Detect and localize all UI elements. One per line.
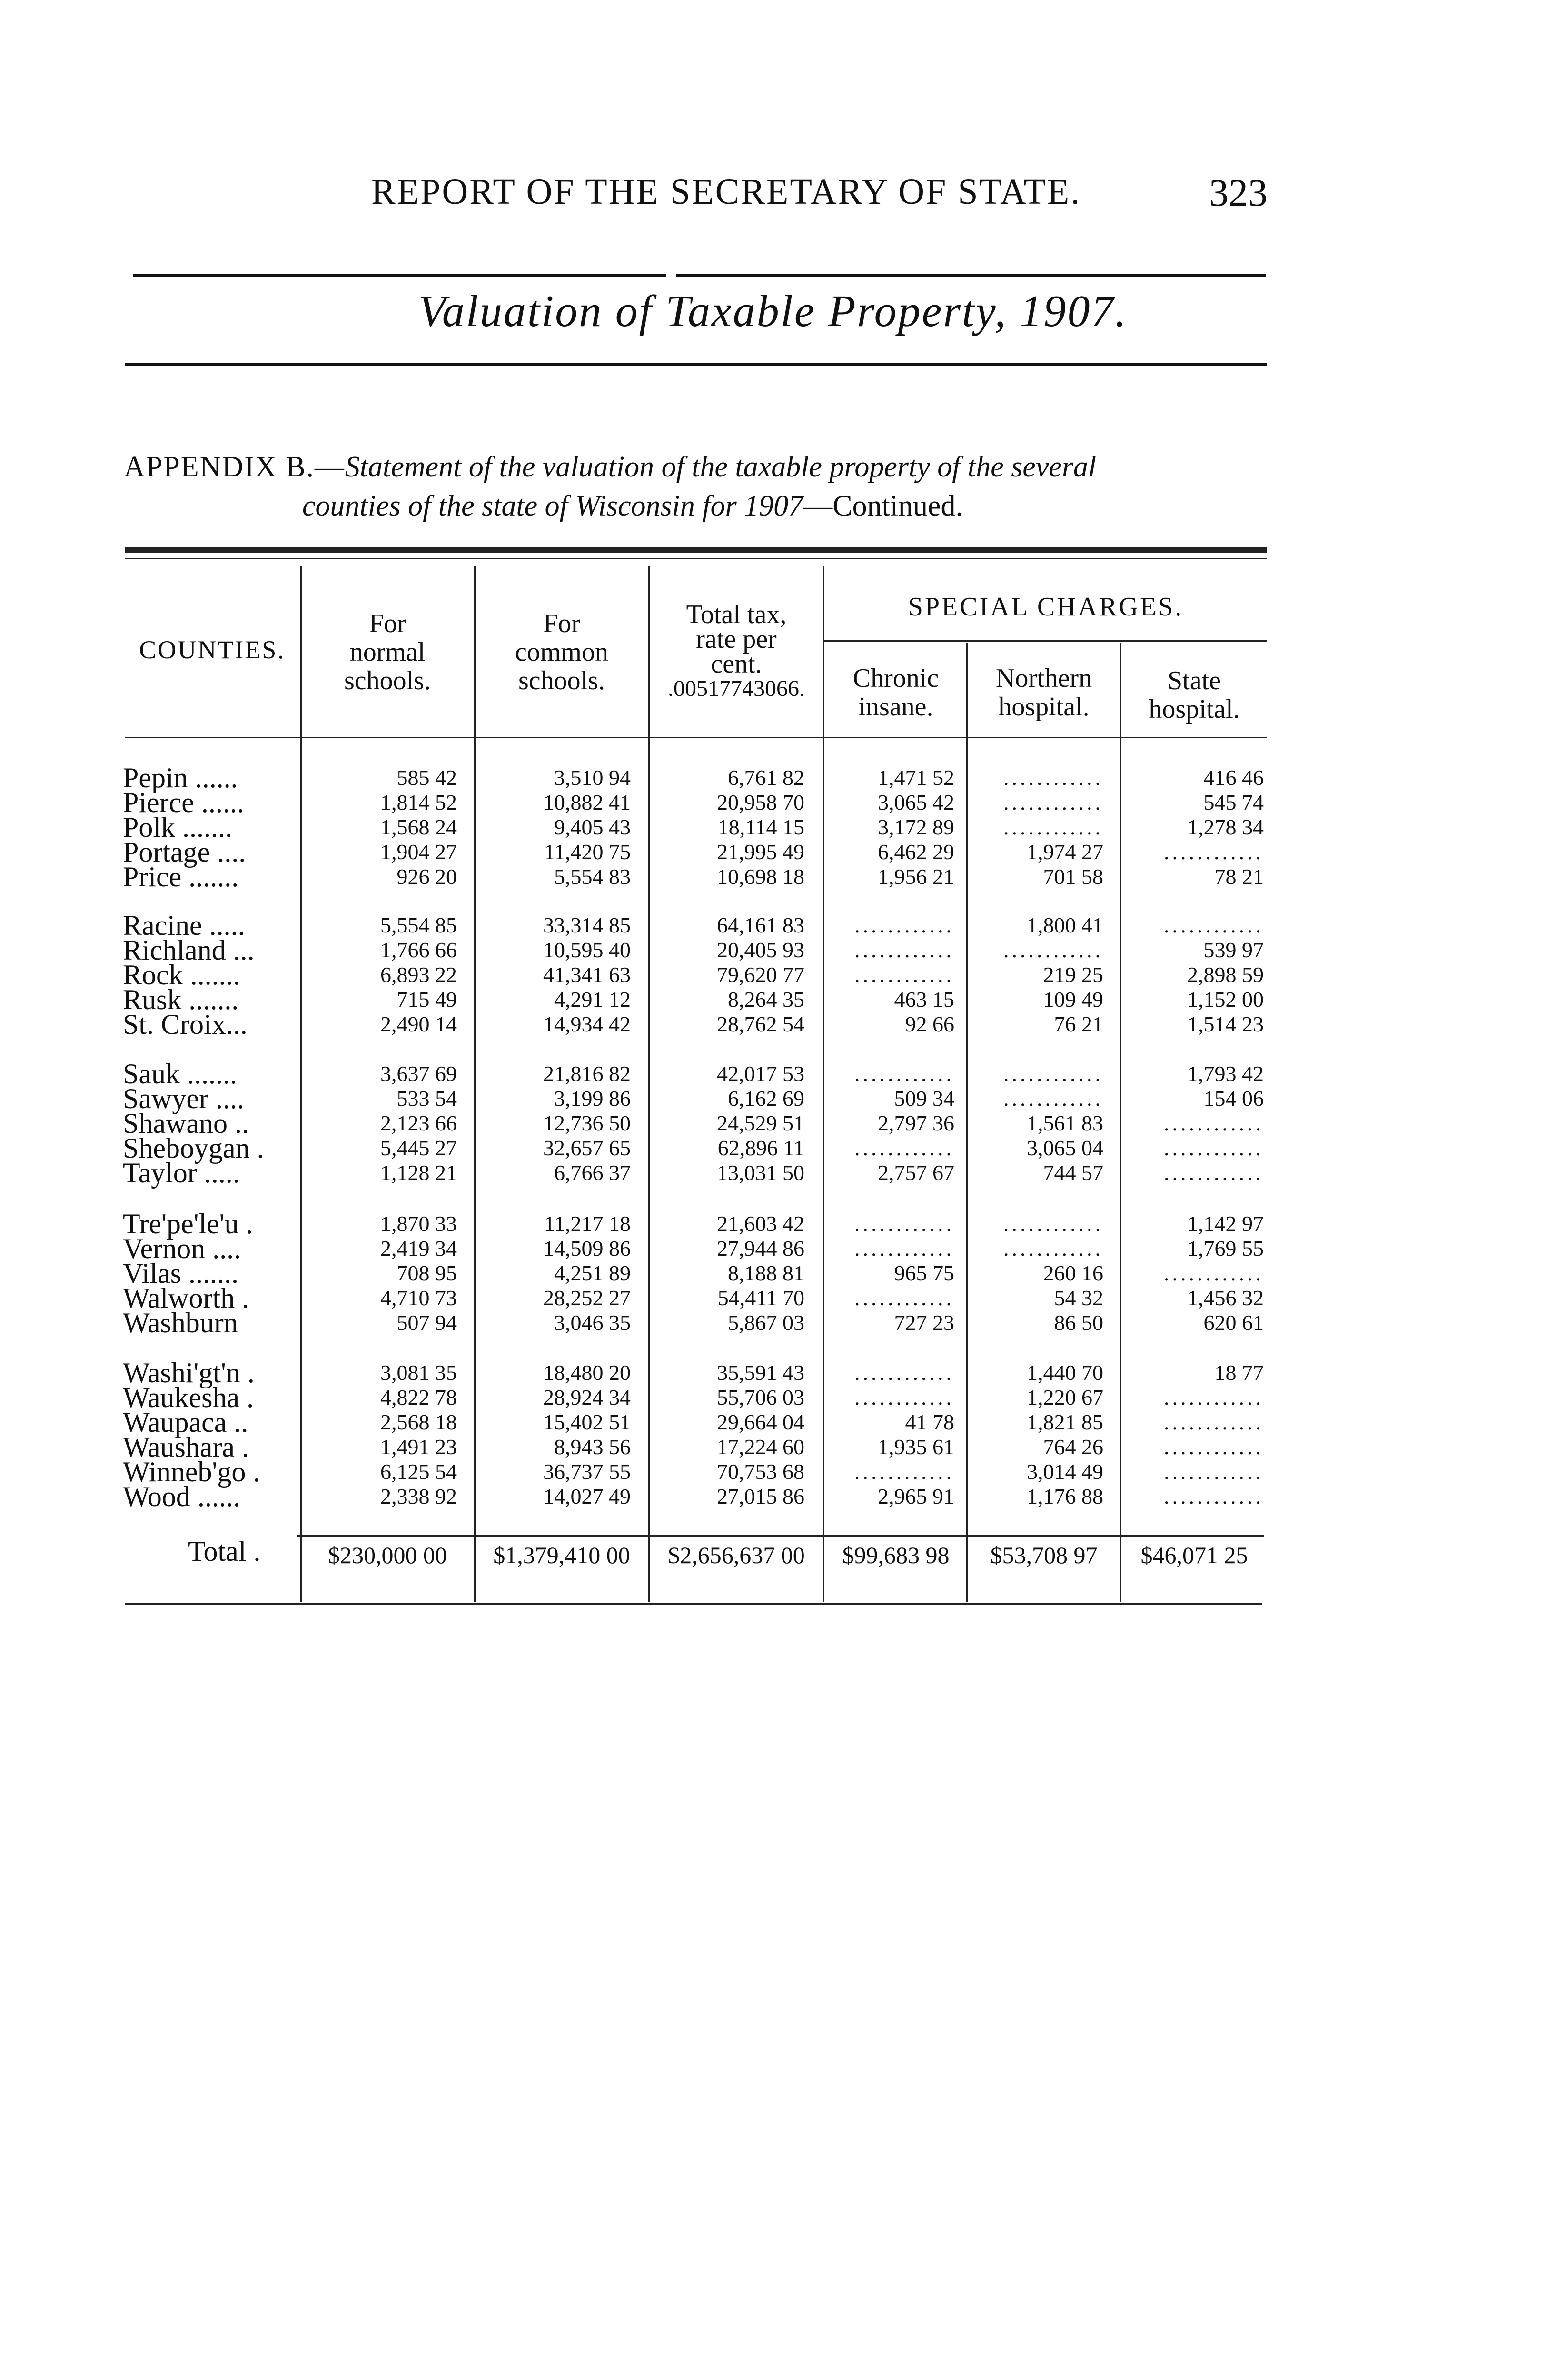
cell-chronic-insane: ............	[854, 1360, 954, 1385]
cell-total-tax: 54,411 70	[717, 1286, 804, 1310]
county-name: Price .......	[123, 861, 239, 892]
county-name: Pepin ......	[123, 762, 238, 793]
header-normal-l3: schools.	[344, 666, 431, 695]
header-state-l2: hospital.	[1149, 694, 1240, 724]
special-charges-rule	[823, 640, 1267, 642]
cell-total-tax: 21,603 42	[717, 1211, 804, 1236]
county-name: Tre'pe'le'u .	[123, 1208, 253, 1240]
cell-state-hospital: 1,514 23	[1187, 1012, 1264, 1036]
cell-northern-hospital: 1,176 88	[1027, 1484, 1103, 1508]
cell-state-hospital: 1,278 34	[1187, 815, 1264, 839]
county-name: Waushara .	[123, 1431, 249, 1463]
cell-chronic-insane: ............	[854, 938, 954, 962]
cell-common-schools: 32,657 65	[543, 1136, 631, 1160]
cell-normal-schools: 585 42	[396, 765, 457, 790]
cell-state-hospital: 18 77	[1214, 1360, 1264, 1385]
cell-chronic-insane: ............	[854, 913, 954, 937]
county-name: Polk .......	[123, 812, 233, 843]
cell-normal-schools: 1,870 33	[380, 1211, 457, 1236]
cell-normal-schools: 1,766 66	[380, 938, 457, 962]
cell-normal-schools: 1,128 21	[380, 1160, 457, 1185]
cell-northern-hospital: ............	[1003, 765, 1103, 790]
header-total-tax	[650, 602, 823, 701]
header-chronic-l1: Chronic	[852, 664, 939, 693]
page-title: Valuation of Taxable Property, 1907.	[418, 287, 1128, 336]
header-counties-label: COUNTIES.	[139, 635, 286, 664]
header-normal-schools	[302, 609, 473, 695]
cell-total-tax: 62,896 11	[717, 1136, 804, 1160]
header-northern-l2: hospital.	[998, 692, 1090, 722]
county-name: Rock .......	[123, 959, 240, 991]
appendix-caption	[124, 447, 1276, 526]
cell-total-tax: 29,664 04	[717, 1410, 804, 1434]
total-total-tax: $2,656,637 00	[668, 1542, 805, 1568]
cell-northern-hospital: 3,065 04	[1027, 1136, 1103, 1160]
cell-state-hospital: 1,793 42	[1187, 1061, 1264, 1086]
cell-chronic-insane: 965 75	[894, 1261, 954, 1285]
cell-total-tax: 6,162 69	[728, 1086, 804, 1111]
title-bottom-rule	[125, 363, 1267, 366]
county-name: Vernon ....	[123, 1233, 241, 1264]
col-rule-3	[648, 566, 650, 1602]
cell-common-schools: 3,046 35	[554, 1310, 631, 1335]
county-name: St. Croix...	[123, 1009, 248, 1040]
header-common-l3: schools.	[518, 666, 605, 695]
cell-total-tax: 20,958 70	[717, 790, 804, 814]
cell-northern-hospital: 1,974 27	[1027, 840, 1103, 864]
cell-normal-schools: 1,904 27	[380, 840, 457, 864]
cell-total-tax: 20,405 93	[717, 938, 804, 962]
cell-total-tax: 24,529 51	[717, 1111, 804, 1135]
appendix-caption-line2-italic: counties of the state of Wisconsin for 1907	[302, 490, 803, 522]
col-rule-6	[1120, 643, 1121, 1602]
cell-total-tax: 27,944 86	[717, 1236, 804, 1260]
cell-common-schools: 3,199 86	[554, 1086, 631, 1111]
cell-normal-schools: 2,123 66	[380, 1111, 457, 1135]
total-label: Total .	[188, 1536, 261, 1567]
cell-common-schools: 4,291 12	[554, 987, 631, 1012]
cell-northern-hospital: 3,014 49	[1027, 1459, 1103, 1484]
cell-chronic-insane: ............	[854, 1459, 954, 1484]
cell-state-hospital: ............	[1164, 1261, 1264, 1285]
cell-normal-schools: 507 94	[396, 1310, 457, 1335]
cell-common-schools: 15,402 51	[543, 1410, 631, 1434]
appendix-caption-line2	[124, 486, 1276, 526]
cell-total-tax: 64,161 83	[717, 913, 804, 937]
county-name: Washi'gt'n .	[123, 1357, 255, 1388]
header-chronic-insane	[825, 664, 966, 721]
cell-common-schools: 6,766 37	[554, 1160, 631, 1185]
total-northern: $53,708 97	[990, 1542, 1098, 1568]
appendix-lead: APPENDIX B.—	[124, 451, 345, 483]
cell-state-hospital: 154 06	[1203, 1086, 1264, 1111]
cell-state-hospital: 1,152 00	[1187, 987, 1264, 1012]
county-name: Walworth .	[123, 1282, 249, 1314]
cell-chronic-insane: 2,965 91	[878, 1484, 954, 1508]
cell-state-hospital: 620 61	[1203, 1310, 1264, 1335]
cell-common-schools: 28,924 34	[543, 1385, 631, 1409]
cell-chronic-insane: 6,462 29	[878, 840, 954, 864]
cell-chronic-insane: ............	[854, 1061, 954, 1086]
cell-chronic-insane: 1,935 61	[878, 1435, 954, 1459]
cell-normal-schools: 4,822 78	[380, 1385, 457, 1409]
cell-normal-schools: 3,081 35	[380, 1360, 457, 1385]
total-normal: $230,000 00	[328, 1542, 447, 1568]
header-common-l2: common	[515, 637, 608, 667]
cell-chronic-insane: 1,956 21	[878, 864, 954, 889]
cell-state-hospital: ............	[1164, 1459, 1264, 1484]
cell-northern-hospital: 1,220 67	[1027, 1385, 1103, 1409]
cell-common-schools: 18,480 20	[543, 1360, 631, 1385]
cell-normal-schools: 5,445 27	[380, 1136, 457, 1160]
header-total-l3: cent.	[711, 649, 762, 679]
header-bottom-rule	[125, 737, 1267, 738]
cell-chronic-insane: ............	[854, 1136, 954, 1160]
top-rule-right	[676, 274, 1266, 277]
header-normal-l2: normal	[349, 637, 426, 667]
cell-state-hospital: ............	[1164, 1111, 1264, 1135]
cell-normal-schools: 6,125 54	[380, 1459, 457, 1484]
cell-state-hospital: 545 74	[1203, 790, 1264, 814]
cell-total-tax: 6,761 82	[728, 765, 804, 790]
county-name: Portage ....	[123, 836, 246, 868]
cell-normal-schools: 2,419 34	[380, 1236, 457, 1260]
page-number: 323	[1209, 171, 1268, 214]
cell-common-schools: 8,943 56	[554, 1435, 631, 1459]
cell-common-schools: 12,736 50	[543, 1111, 631, 1135]
cell-normal-schools: 533 54	[396, 1086, 457, 1111]
cell-common-schools: 14,934 42	[543, 1012, 631, 1036]
cell-normal-schools: 2,568 18	[380, 1410, 457, 1434]
cell-chronic-insane: 509 34	[894, 1086, 954, 1111]
cell-normal-schools: 1,491 23	[380, 1435, 457, 1459]
col-rule-2	[474, 566, 476, 1602]
cell-normal-schools: 2,490 14	[380, 1012, 457, 1036]
cell-total-tax: 8,188 81	[728, 1261, 804, 1285]
running-head	[371, 171, 1081, 213]
header-northern-hospital	[968, 664, 1120, 721]
cell-common-schools: 9,405 43	[554, 815, 631, 839]
cell-common-schools: 14,509 86	[543, 1236, 631, 1260]
county-name: Rusk .......	[123, 984, 239, 1015]
county-name: Sheboygan .	[123, 1132, 264, 1164]
cell-northern-hospital: ............	[1003, 1211, 1103, 1236]
county-name: Winneb'go .	[123, 1456, 260, 1488]
cell-chronic-insane: ............	[854, 962, 954, 987]
header-total-l2: rate per	[696, 625, 777, 654]
cell-common-schools: 10,882 41	[543, 790, 631, 814]
table-bottom-rule	[125, 1603, 1262, 1605]
county-name: Pierce ......	[123, 787, 244, 818]
county-name: Richland ...	[123, 934, 255, 966]
total-state: $46,071 25	[1140, 1542, 1248, 1568]
cell-northern-hospital: 1,440 70	[1027, 1360, 1103, 1385]
cell-total-tax: 35,591 43	[717, 1360, 804, 1385]
cell-common-schools: 28,252 27	[543, 1286, 631, 1310]
cell-common-schools: 10,595 40	[543, 938, 631, 962]
cell-common-schools: 4,251 89	[554, 1261, 631, 1285]
cell-chronic-insane: 2,757 67	[878, 1160, 954, 1185]
appendix-caption-tail: —Continued.	[803, 490, 963, 522]
cell-normal-schools: 5,554 85	[380, 913, 457, 937]
cell-northern-hospital: 260 16	[1043, 1261, 1103, 1285]
county-name: Vilas .......	[123, 1258, 239, 1289]
cell-chronic-insane: 1,471 52	[878, 765, 954, 790]
col-rule-1	[300, 566, 302, 1602]
total-common: $1,379,410 00	[493, 1542, 630, 1568]
cell-normal-schools: 4,710 73	[380, 1286, 457, 1310]
county-name: Sawyer ....	[123, 1083, 244, 1114]
cell-total-tax: 13,031 50	[717, 1160, 804, 1185]
header-northern-l1: Northern	[995, 664, 1092, 693]
cell-state-hospital: 416 46	[1203, 765, 1264, 790]
cell-state-hospital: ............	[1164, 1435, 1264, 1459]
cell-common-schools: 3,510 94	[554, 765, 631, 790]
total-chronic: $99,683 98	[842, 1542, 950, 1568]
cell-normal-schools: 1,814 52	[380, 790, 457, 814]
cell-common-schools: 11,420 75	[544, 840, 631, 864]
header-total-l1: Total tax,	[686, 600, 787, 629]
cell-state-hospital: 1,456 32	[1187, 1286, 1264, 1310]
cell-state-hospital: 1,769 55	[1187, 1236, 1264, 1260]
cell-northern-hospital: 764 26	[1043, 1435, 1103, 1459]
header-state-l1: State	[1168, 666, 1221, 695]
header-normal-l1: For	[369, 609, 406, 638]
cell-northern-hospital: 219 25	[1043, 962, 1103, 987]
county-name: Sauk .......	[123, 1058, 237, 1090]
cell-chronic-insane: ............	[854, 1385, 954, 1409]
table-top-rule-thick	[125, 547, 1267, 553]
county-name: Racine .....	[123, 910, 245, 941]
cell-state-hospital: ............	[1164, 913, 1264, 937]
cell-northern-hospital: 701 58	[1043, 864, 1103, 889]
cell-state-hospital: 2,898 59	[1187, 962, 1264, 987]
cell-northern-hospital: ............	[1003, 1086, 1103, 1111]
table-top-rule-thin	[125, 558, 1267, 559]
county-name: Wood ......	[123, 1481, 240, 1512]
cell-state-hospital: 78 21	[1214, 864, 1264, 889]
cell-normal-schools: 926 20	[396, 864, 457, 889]
cell-chronic-insane: 41 78	[905, 1410, 954, 1434]
cell-normal-schools: 708 95	[396, 1261, 457, 1285]
cell-common-schools: 14,027 49	[543, 1484, 631, 1508]
cell-chronic-insane: 92 66	[905, 1012, 954, 1036]
cell-northern-hospital: ............	[1003, 1061, 1103, 1086]
header-total-l4: .00517743066.	[668, 676, 805, 701]
cell-common-schools: 21,816 82	[543, 1061, 631, 1086]
cell-northern-hospital: ............	[1003, 938, 1103, 962]
county-name: Shawano ..	[123, 1108, 249, 1139]
header-special-charges	[824, 593, 1267, 621]
cell-total-tax: 42,017 53	[717, 1061, 804, 1086]
cell-chronic-insane: 2,797 36	[878, 1111, 954, 1135]
cell-total-tax: 18,114 15	[717, 815, 804, 839]
header-counties	[125, 635, 300, 664]
county-name: Waukesha .	[123, 1382, 254, 1413]
cell-normal-schools: 1,568 24	[380, 815, 457, 839]
cell-northern-hospital: 86 50	[1054, 1310, 1103, 1335]
cell-total-tax: 79,620 77	[717, 962, 804, 987]
running-head-text: REPORT OF THE SECRETARY OF STATE.	[371, 172, 1081, 212]
cell-state-hospital: ............	[1164, 1410, 1264, 1434]
cell-common-schools: 33,314 85	[543, 913, 631, 937]
cell-normal-schools: 715 49	[396, 987, 457, 1012]
cell-state-hospital: 539 97	[1203, 938, 1264, 962]
header-chronic-l2: insane.	[858, 692, 933, 722]
cell-northern-hospital: 76 21	[1054, 1012, 1103, 1036]
cell-northern-hospital: 1,561 83	[1027, 1111, 1103, 1135]
cell-normal-schools: 2,338 92	[380, 1484, 457, 1508]
cell-normal-schools: 6,893 22	[380, 962, 457, 987]
top-rule-left	[133, 274, 666, 277]
county-name: Washburn	[123, 1307, 238, 1339]
cell-total-tax: 70,753 68	[717, 1459, 804, 1484]
cell-total-tax: 10,698 18	[717, 864, 804, 889]
cell-northern-hospital: ............	[1003, 815, 1103, 839]
cell-common-schools: 11,217 18	[544, 1211, 631, 1236]
cell-chronic-insane: ............	[854, 1286, 954, 1310]
cell-chronic-insane: ............	[854, 1211, 954, 1236]
header-state-hospital	[1121, 666, 1267, 724]
cell-common-schools: 5,554 83	[554, 864, 631, 889]
cell-total-tax: 17,224 60	[717, 1435, 804, 1459]
cell-northern-hospital: 1,821 85	[1027, 1410, 1103, 1434]
header-common-l1: For	[543, 609, 580, 638]
cell-state-hospital: ............	[1164, 1136, 1264, 1160]
cell-northern-hospital: ............	[1003, 1236, 1103, 1260]
cell-total-tax: 28,762 54	[717, 1012, 804, 1036]
cell-total-tax: 5,867 03	[728, 1310, 804, 1335]
cell-common-schools: 36,737 55	[543, 1459, 631, 1484]
cell-northern-hospital: ............	[1003, 790, 1103, 814]
cell-chronic-insane: 3,172 89	[878, 815, 954, 839]
cell-chronic-insane: ............	[854, 1236, 954, 1260]
cell-total-tax: 27,015 86	[717, 1484, 804, 1508]
cell-chronic-insane: 727 23	[894, 1310, 954, 1335]
header-common-schools	[476, 609, 648, 695]
total-top-rule	[297, 1535, 1264, 1537]
cell-total-tax: 21,995 49	[717, 840, 804, 864]
cell-northern-hospital: 1,800 41	[1027, 913, 1103, 937]
cell-state-hospital: ............	[1164, 1484, 1264, 1508]
cell-state-hospital: ............	[1164, 1160, 1264, 1185]
appendix-caption-line1: Statement of the valuation of the taxable property of the several	[345, 451, 1097, 483]
cell-northern-hospital: 54 32	[1054, 1286, 1103, 1310]
cell-common-schools: 41,341 63	[543, 962, 631, 987]
cell-state-hospital: ............	[1164, 840, 1264, 864]
cell-northern-hospital: 744 57	[1043, 1160, 1103, 1185]
county-name: Taylor .....	[123, 1157, 240, 1189]
cell-total-tax: 8,264 35	[728, 987, 804, 1012]
county-name: Waupaca ..	[123, 1407, 248, 1438]
header-special-charges-label: SPECIAL CHARGES.	[908, 592, 1184, 622]
cell-state-hospital: ............	[1164, 1385, 1264, 1409]
cell-state-hospital: 1,142 97	[1187, 1211, 1264, 1236]
cell-chronic-insane: 463 15	[894, 987, 954, 1012]
cell-total-tax: 55,706 03	[717, 1385, 804, 1409]
cell-northern-hospital: 109 49	[1043, 987, 1103, 1012]
cell-chronic-insane: 3,065 42	[878, 790, 954, 814]
cell-normal-schools: 3,637 69	[380, 1061, 457, 1086]
